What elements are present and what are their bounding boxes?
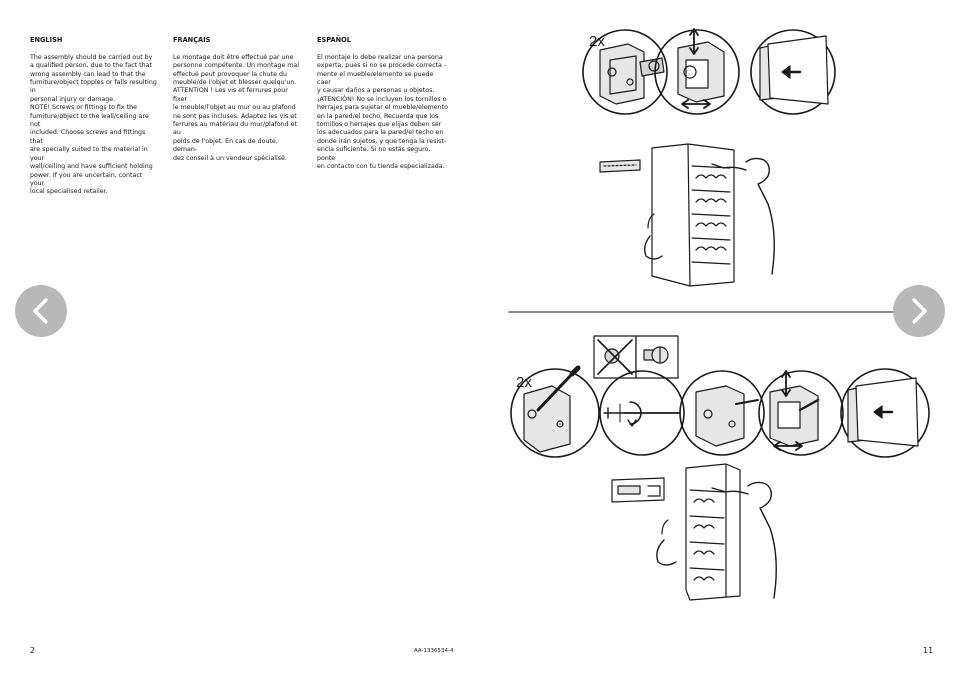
top-detail-circles xyxy=(583,29,835,114)
english-body: The assembly should be carried out by a qualified person, due to the fact that wrong assembly can lead to that the furniture/object topples or falls resulting in personal injury or damage. NOTE! Screws or fittings to fix the furniture/object to the wall/ceiling are not included. Choose screws and fittings that are specially suited to the material in your wall/ceiling and have sufficient holding power. If you are uncertain, contact your local specialised retailer. xyxy=(30,53,157,196)
spanish-heading: ESPAÑOL xyxy=(317,36,351,45)
french-body: Le montage doit être effectué par une personne compétente. Un montage mal effectué peut provoquer la chute du meuble/de l'objet et blesser quelqu'un. ATTENTION ! Les vis et ferrures pour fixer le meuble/l'objet au mur ou au plafond ne sont pas incluses. Adaptez les vis et ferrures au matériau du mur/plafond et au poids de l'objet. En cas de doute, deman- dez conseil à un vendeur spécialisé. xyxy=(173,53,299,162)
top-cabinet-scene xyxy=(600,144,774,286)
bottom-screw-detail xyxy=(600,371,684,455)
spanish-body: El montaje lo debe realizar una persona experta, pues si no se procede correcta - mente el mueble/elemento se puede caer y causar daños a personas u objetos. ¡ATENCIÓN! No se incluyen los tornillos o herrajes para sujetar el mueble/elemento en la pared/el techo. Recuerda que los tornillos o herrajes que elijas deben ser los adecuados para la pared/el techo en donde irán sujetos, y que tenga la resist- encia suficiente. Si no estás seguro, ponte en contacto con tu tienda especializada. xyxy=(317,53,448,171)
top-quantity-label: 2x xyxy=(589,33,605,50)
right-page-number: 11 xyxy=(923,646,934,655)
bottom-cabinet-scene xyxy=(612,464,776,600)
bottom-detail-circles xyxy=(511,368,929,457)
document-code: AA-1336534-4 xyxy=(414,648,454,654)
chevron-right-icon xyxy=(907,296,931,326)
chevron-left-icon xyxy=(29,296,53,326)
top-door-detail xyxy=(751,30,835,114)
bottom-bracket-detail xyxy=(680,371,764,455)
french-heading: FRANÇAIS xyxy=(173,36,211,45)
bottom-adjust-detail xyxy=(759,371,843,455)
bottom-quantity-label: 2x xyxy=(516,374,532,391)
bottom-door-detail xyxy=(841,369,929,457)
previous-page-button[interactable] xyxy=(15,285,67,337)
english-heading: ENGLISH xyxy=(30,36,63,45)
next-page-button[interactable] xyxy=(893,285,945,337)
left-page-number: 2 xyxy=(30,646,36,655)
